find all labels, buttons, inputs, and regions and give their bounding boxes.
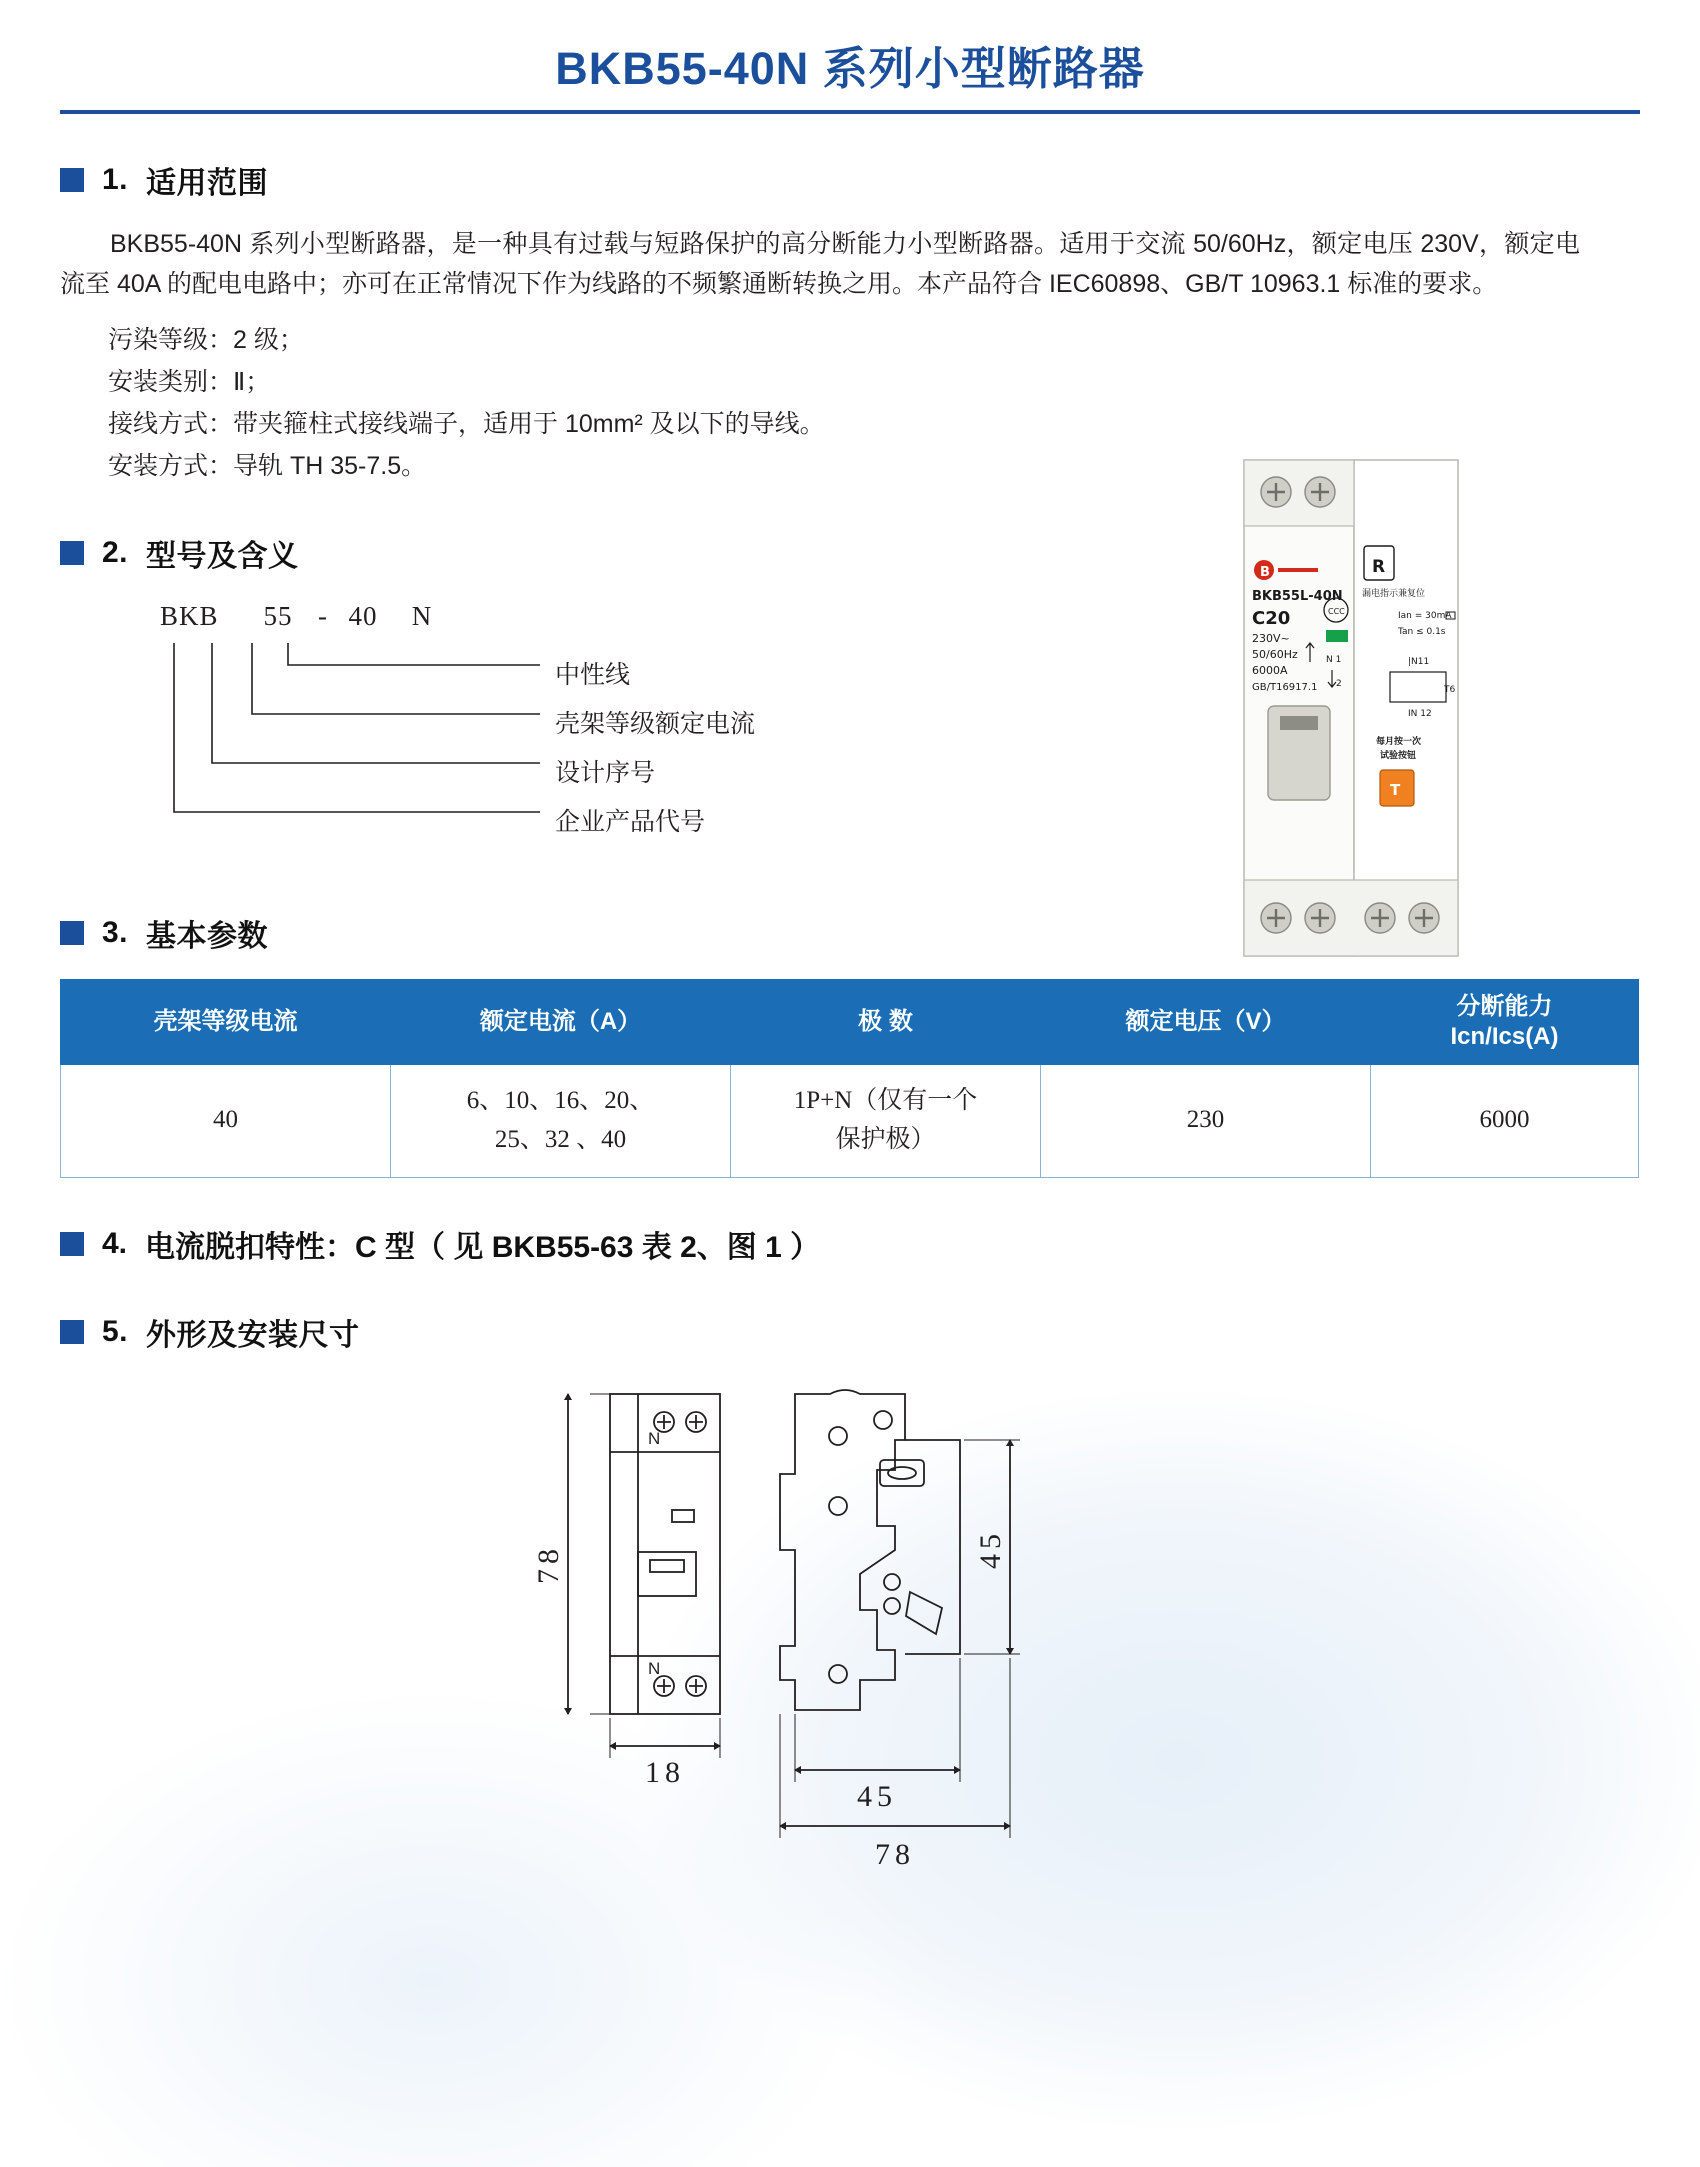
svg-text:6000A: 6000A	[1252, 664, 1288, 677]
svg-text:N 1: N 1	[1326, 655, 1342, 665]
section-2-title: 型号及含义	[146, 539, 299, 573]
section-3-number: 3.	[102, 915, 129, 949]
td-breaking-capacity: 6000	[1371, 1064, 1639, 1177]
bullet-square-icon	[60, 1232, 84, 1256]
model-code-diagram	[60, 601, 1060, 901]
dim-front-height: 78	[532, 1543, 565, 1584]
product-photo	[1240, 448, 1490, 968]
svg-text:Ian = 30mA: Ian = 30mA	[1398, 611, 1452, 621]
td-rated-voltage: 230	[1041, 1064, 1371, 1177]
td-poles-line2: 保护极）	[835, 1125, 936, 1153]
td-rated-current-line2: 25、32 、40	[494, 1125, 627, 1153]
td-rated-current	[391, 1064, 731, 1177]
svg-text:B: B	[1260, 565, 1270, 580]
section-2-number: 2.	[102, 535, 129, 569]
section-4-title: 电流脱扣特性：C 型（ 见 BKB55-63 表 2、图 1 ）	[145, 1230, 821, 1264]
svg-text:IN 12: IN 12	[1408, 709, 1432, 719]
model-label-design-no: 设计序号	[555, 758, 656, 787]
th-frame-current: 壳架等级电流	[61, 979, 391, 1064]
dimension-drawings	[60, 1374, 1640, 1934]
model-label-neutral: 中性线	[555, 660, 631, 689]
code-part-bkb: BKB	[160, 600, 219, 631]
dim-side-height: 45	[974, 1528, 1007, 1569]
td-frame-current: 40	[61, 1064, 391, 1177]
code-part-40: 40	[348, 600, 378, 631]
svg-text:C20: C20	[1252, 608, 1291, 629]
spec-item-mounting: 安装方式：导轨 TH 35-7.5。	[108, 451, 427, 480]
section-1-number: 1.	[102, 162, 129, 196]
svg-text:230V~: 230V~	[1252, 632, 1290, 645]
spec-item-wiring: 接线方式：带夹箍柱式接线端子，适用于 10mm² 及以下的导线。	[108, 409, 825, 438]
bullet-square-icon	[60, 541, 84, 565]
th-breaking-line1: 分断能力	[1456, 992, 1553, 1020]
dim-side-depth: 45	[857, 1779, 897, 1813]
code-part-55: 55	[263, 600, 293, 631]
td-rated-current-line1: 6、10、16、20、	[466, 1086, 655, 1114]
svg-text:每月按一次: 每月按一次	[1376, 737, 1422, 747]
model-label-frame-current: 壳架等级额定电流	[555, 709, 756, 738]
code-part-n: N	[411, 600, 433, 631]
section-heading-5	[60, 1310, 1640, 1354]
page-title: BKB55-40N 系列小型断路器	[555, 43, 1145, 94]
section-1-paragraph-wrap	[60, 224, 1580, 305]
bullet-square-icon	[60, 921, 84, 945]
th-rated-voltage: 额定电压（V）	[1041, 979, 1371, 1064]
spec-item-pollution: 污染等级：2 级；	[108, 325, 304, 354]
svg-text:2: 2	[1336, 679, 1342, 689]
svg-text:T: T	[1390, 781, 1401, 799]
section-heading-4	[60, 1222, 1640, 1266]
parameters-table-wrap	[60, 979, 1640, 1178]
table-row	[61, 1064, 1639, 1177]
spec-item-install-class: 安装类别：Ⅱ；	[108, 367, 271, 396]
dim-side-total: 78	[875, 1837, 915, 1871]
svg-text:GB/T16917.1: GB/T16917.1	[1252, 682, 1318, 693]
section-1-title: 适用范围	[146, 166, 269, 200]
page-title-bar	[60, 0, 1640, 114]
svg-text:BKB55L-40N: BKB55L-40N	[1252, 589, 1343, 604]
section-4-number: 4.	[102, 1226, 128, 1260]
model-label-company-code: 企业产品代号	[555, 807, 706, 836]
svg-text:T6: T6	[1444, 685, 1456, 695]
terminal-label-n-bottom: N	[648, 1658, 661, 1678]
section-3-title: 基本参数	[146, 919, 269, 953]
svg-text:试验按钮: 试验按钮	[1380, 751, 1417, 761]
svg-text:CCC: CCC	[1328, 607, 1345, 616]
svg-text:R: R	[1372, 557, 1386, 577]
table-header-row	[61, 979, 1639, 1064]
parameters-table	[60, 979, 1639, 1178]
code-part-dash: -	[318, 600, 328, 631]
dimension-svg	[440, 1374, 1320, 1924]
svg-text:Tan ≤ 0.1s: Tan ≤ 0.1s	[1398, 627, 1446, 637]
td-poles	[731, 1064, 1041, 1177]
dim-front-width: 18	[645, 1755, 685, 1789]
th-breaking-capacity	[1371, 979, 1639, 1064]
svg-text:50/60Hz: 50/60Hz	[1252, 648, 1298, 661]
th-breaking-line2: Icn/Ics(A)	[1450, 1022, 1559, 1050]
bullet-square-icon	[60, 1320, 84, 1344]
section-5-number: 5.	[102, 1314, 129, 1348]
section-1-paragraph: BKB55-40N 系列小型断路器，是一种具有过载与短路保护的高分断能力小型断路器。适用于交流 50/60Hz，额定电压 230V，额定电流至 40A 的配电电路中；亦可在正常情况下作为线路的不频繁通断转换之用。本产品符合 IEC60898、GB/T 10963.1 标准的要求。	[60, 229, 1580, 298]
terminal-label-n-top: N	[648, 1428, 661, 1448]
td-poles-line1: 1P+N（仅有一个	[793, 1086, 978, 1114]
section-5-title: 外形及安装尺寸	[146, 1318, 360, 1352]
th-poles: 极 数	[731, 979, 1041, 1064]
bullet-square-icon	[60, 168, 84, 192]
model-code-labels	[555, 660, 756, 859]
th-rated-current: 额定电流（A）	[391, 979, 731, 1064]
section-heading-1	[60, 158, 1640, 202]
svg-text:漏电指示兼复位: 漏电指示兼复位	[1362, 589, 1426, 599]
svg-text:|N11: |N11	[1408, 657, 1430, 667]
